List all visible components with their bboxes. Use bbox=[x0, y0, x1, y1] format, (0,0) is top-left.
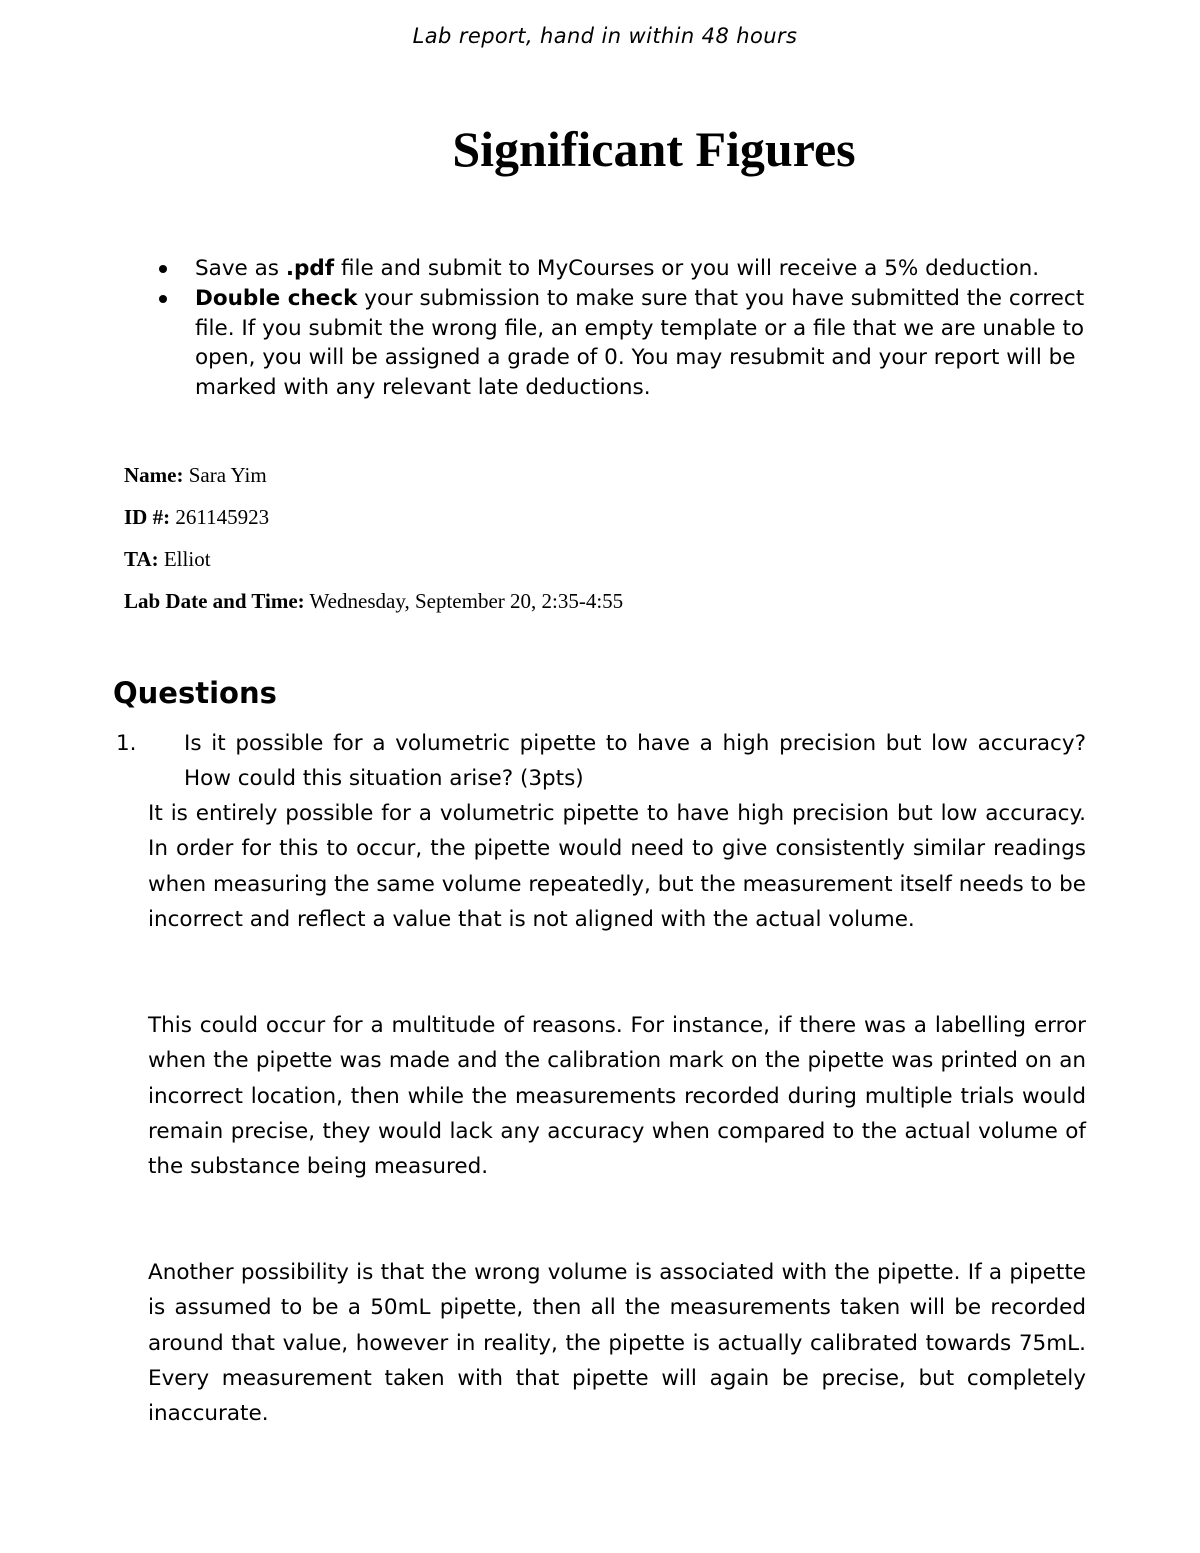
instruction-text-post: file and submit to MyCourses or you will receive a 5% deduction. bbox=[334, 256, 1040, 281]
lab-date-label: Lab Date and Time: bbox=[124, 589, 305, 613]
student-name: Sara Yim bbox=[188, 463, 267, 487]
ta-line bbox=[124, 547, 211, 572]
document-title: Significant Figures bbox=[452, 121, 856, 177]
answer-paragraph: It is entirely possible for a volumetric pipette to have high precision but low accuracy. In order for this to occur, the pipette would need to give consistently similar readings when measuring the same volume repeatedly, but the measurement itself needs to be incorrect and reflect a value that is not aligned with the actual volume. bbox=[148, 801, 1086, 932]
id-label: ID #: bbox=[124, 505, 171, 529]
questions-heading: Questions bbox=[113, 676, 277, 710]
bullet-icon bbox=[159, 265, 167, 273]
question-text-wrap bbox=[116, 726, 1086, 797]
student-id: 261145923 bbox=[175, 505, 270, 529]
student-id-line bbox=[124, 505, 269, 530]
instruction-item bbox=[195, 254, 1115, 284]
answer-paragraph: This could occur for a multitude of reasons. For instance, if there was a labelling error when the pipette was made and the calibration mark on the pipette was printed on an incorrect location, then while the measurements recorded during multiple trials would remain precise, they would lack any accuracy when compared to the actual volume of the substance being measured. bbox=[148, 1013, 1086, 1180]
question-text: Is it possible for a volumetric pipette to have a high precision but low accuracy? How could this situation arise? (3pts) bbox=[184, 731, 1086, 792]
student-name-line bbox=[124, 463, 267, 488]
ta-name: Elliot bbox=[163, 547, 211, 571]
lab-date-line bbox=[124, 589, 623, 614]
instruction-text-pre: Save as bbox=[195, 256, 286, 281]
answer-paragraph: Another possibility is that the wrong volume is associated with the pipette. If a pipette is assumed to be a 50mL pipette, then all the measurements taken will be recorded around that value, however in reality, the pipette is actually calibrated towards 75mL. Every measurement taken with that pipette will again be precise, but completely inaccurate. bbox=[148, 1260, 1086, 1427]
question-item bbox=[116, 726, 1086, 797]
question-number: 1. bbox=[116, 731, 137, 756]
header-note: Lab report, hand in within 48 hours bbox=[412, 24, 798, 48]
instruction-bold: .pdf bbox=[285, 256, 335, 281]
instruction-bold: Double check bbox=[195, 285, 358, 311]
bullet-icon bbox=[159, 295, 167, 303]
name-label: Name: bbox=[124, 463, 184, 487]
lab-date: Wednesday, September 20, 2:35-4:55 bbox=[309, 589, 624, 613]
ta-label: TA: bbox=[124, 547, 159, 571]
instruction-item bbox=[195, 284, 1115, 403]
instructions-list bbox=[195, 254, 1115, 403]
instruction-text: your submission to make sure that you have submitted the correct file. If you submit the wrong file, an empty template or a file that we are unable to open, you will be assigned a grade of 0. You may resubmit and your report will be marked with any relevant late deductions. bbox=[195, 285, 1085, 401]
